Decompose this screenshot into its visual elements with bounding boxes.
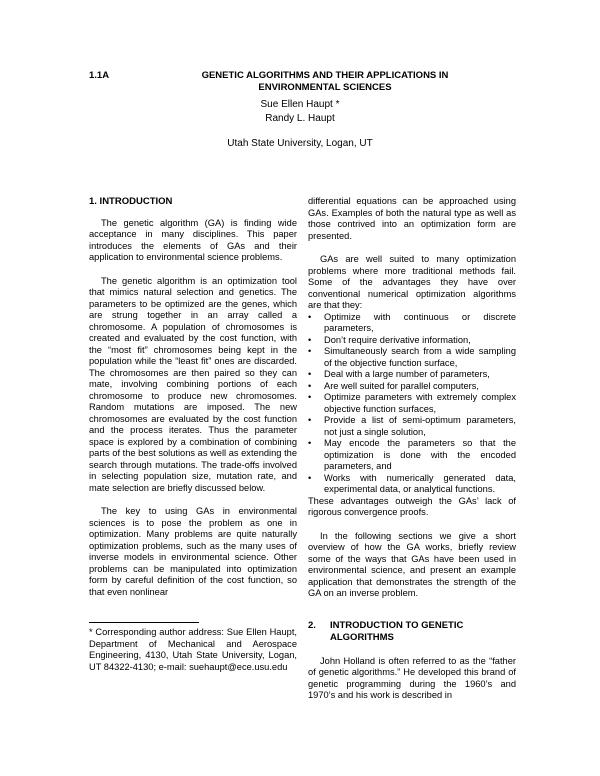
list-item: • Deal with a large number of parameters, <box>308 369 490 379</box>
left-column <box>89 196 297 610</box>
bullet-icon: • <box>308 346 312 356</box>
bullet-icon: • <box>308 380 312 391</box>
title-line-2: ENVIRONMENTAL SCIENCES <box>258 82 392 93</box>
author-2: Randy L. Haupt <box>265 113 335 124</box>
footnote-rule <box>89 622 199 623</box>
footnote: * Corresponding author address: Sue Ellen Haupt, Department of Mechanical and Aerospace Engineering, 4130, Utah State University, Logan, UT 84322-4130; e-mail: suehaupt@ece.usu.edu <box>89 627 297 672</box>
list-item: • May encode the parameters so that the optimization is done with the encoded parameters, and <box>308 438 516 471</box>
list-item: • Optimize with continuous or discrete parameters, <box>308 311 516 333</box>
bullet-icon: • <box>308 334 312 345</box>
footnote-block <box>89 622 297 673</box>
bullet-icon: • <box>308 392 312 402</box>
bullet-icon: • <box>308 369 312 379</box>
bullet-icon: • <box>308 438 312 448</box>
list-item: • Are well suited for parallel computers, <box>308 380 480 391</box>
paragraph: The genetic algorithm is an optimization tool that mimics natural selection and genetics. The parameters to be optimized are the genes, which are strung together in an array called a chromosome. A population of chromosomes is created and evaluated by the cost function, with the “most fit” chromosomes being kept in the population while the “least fit” ones are discarded. The chromosomes are then paired so they can mate, involving combining portions of each chromosome to produce new chromosomes. Random mutations are imposed. The new chromosomes are evaluated by the cost function and the process iterates. Thus the parameter space is explored by a combination of combining parts of the best solutions as well as extending the search through mutations. The trade-offs involved in selecting population size, mutation rate, and mate selection are briefly discussed below. <box>89 275 297 493</box>
paragraph: These advantages outweigh the GAs’ lack of rigorous convergence proofs. <box>308 495 516 517</box>
title-line-1: GENETIC ALGORITHMS AND THEIR APPLICATIONS IN <box>201 70 449 81</box>
section-heading-ga-intro: 2. INTRODUCTION TO GENETIC ALGORITHMS <box>308 619 464 643</box>
section-heading-introduction: 1. INTRODUCTION <box>89 196 173 207</box>
paper-title <box>160 70 490 94</box>
right-column <box>308 196 516 714</box>
section-label: 1.1A <box>89 70 110 81</box>
advantages-list <box>308 312 516 496</box>
list-item: • Optimize parameters with extremely complex objective function surfaces, <box>308 392 516 414</box>
list-item: • Don’t require derivative information, <box>308 334 471 345</box>
list-item: • Works with numerically generated data, experimental data, or analytical functions. <box>308 472 516 494</box>
paragraph: In the following sections we give a short overview of how the GA works, briefly review some of the ways that GAs have been used in environmental science, and present an example application that demonstrates the strength of the GA on an inverse problem. <box>308 530 516 598</box>
paragraph: The genetic algorithm (GA) is finding wide acceptance in many disciplines. This paper introduces the elements of GAs and their application to environmental science problems. <box>89 217 297 262</box>
paragraph: John Holland is often referred to as the “father of genetic algorithms.” He developed this brand of genetic programming during the 1960’s and 1970’s and his work is described in <box>308 655 516 700</box>
paragraph: The key to using GAs in environmental sciences is to pose the problem as one in optimization. Many problems are quite naturally optimization problems, such as the many uses of inverse models in environmental science. Other problems can be manipulated into optimization form by careful definition of the cost function, so that even nonlinear <box>89 506 297 597</box>
affiliation: Utah State University, Logan, UT <box>227 138 373 149</box>
paragraph: GAs are well suited to many optimization problems where more traditional methods fail. Some of the advantages they have over conventional numerical optimization algorithms are that they: <box>308 254 516 310</box>
list-item: • Provide a list of semi-optimum parameters, not just a single solution, <box>308 415 516 437</box>
bullet-icon: • <box>308 311 312 322</box>
paragraph: differential equations can be approached using GAs. Examples of both the natural type as well as those contrived into an optimization form are presented. <box>308 196 516 241</box>
list-item: • Simultaneously search from a wide sampling of the objective function surface, <box>308 346 516 368</box>
author-1: Sue Ellen Haupt * <box>260 99 340 110</box>
bullet-icon: • <box>308 472 312 483</box>
bullet-icon: • <box>308 415 312 425</box>
